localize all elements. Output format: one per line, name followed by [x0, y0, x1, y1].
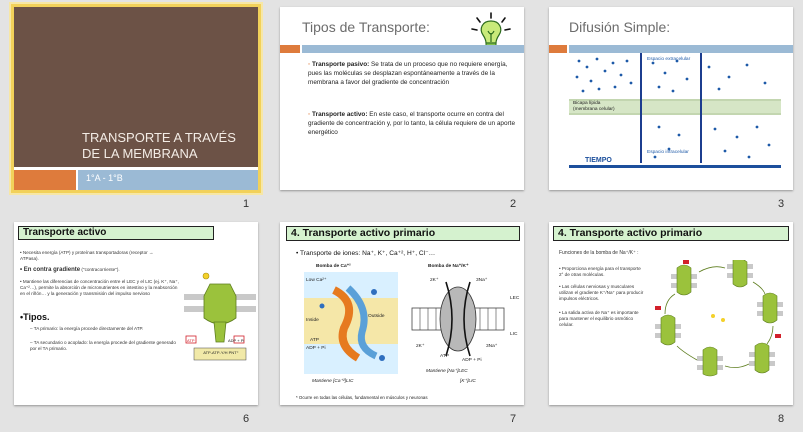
slide-thumbnail-8[interactable]	[549, 222, 793, 405]
label-atp-nak: ATP	[440, 354, 449, 359]
accent-bar-blue	[302, 45, 524, 53]
function-2: • Las células nerviosas y musculares utilizan el gradiente K⁺/Na⁺ para producir impulsos eléctricos.	[559, 284, 644, 302]
label-inside: Inside	[306, 318, 319, 323]
slide-thumbnail-2[interactable]	[280, 7, 524, 190]
label-intracellular: Espacio intracelular	[647, 150, 689, 155]
label-low-ca: Low Ca²⁺	[306, 278, 327, 283]
slide-number: 3	[778, 198, 785, 210]
slide-title: TRANSPORTE A TRAVÉS DE LA MEMBRANA	[82, 130, 236, 161]
type-secondary: – TA secundario o acoplado: la energía procede del gradiente generado por el TA primario.	[30, 340, 176, 352]
slide-number: 8	[778, 413, 785, 425]
paragraph-passive	[308, 60, 518, 87]
pump-diagram	[184, 266, 256, 362]
label-bilayer: Bicapa lípida (membrana celular)	[573, 101, 615, 112]
pump-cycle-diagram	[653, 260, 789, 378]
slide-thumbnail-6[interactable]	[14, 222, 258, 405]
nak-pump-diagram	[408, 274, 508, 370]
slide-thumbnail-1[interactable]	[14, 7, 258, 190]
label-adp: ADP + Pi	[306, 346, 326, 351]
function-1: • Proporciona energía para el transporte 2° de otras moléculas.	[559, 266, 641, 278]
functions-intro: Funciones de la bomba de Na⁺/K⁺ :	[559, 250, 639, 256]
slide-header: Transporte activo	[18, 226, 214, 240]
bullet-icon: ▫	[308, 61, 313, 68]
ca-pump-diagram	[304, 272, 398, 374]
gradient-term: • En contra gradiente	[20, 267, 81, 273]
label-keeps-na: Mantiene [Na⁺]LEC	[426, 369, 468, 374]
label-atp: ATP	[310, 338, 319, 343]
slide-number: 2	[510, 198, 517, 210]
gradient-suffix: ("contracorriente").	[81, 267, 120, 272]
slide-title: Difusión Simple:	[569, 19, 671, 35]
bullet-icon: ▫	[308, 111, 313, 118]
term-active: Transporte activo:	[312, 111, 368, 118]
ions-bullet: • Transporte de iones: Na⁺, K⁺, Ca⁺², H⁺, Cl⁻…	[296, 250, 436, 257]
label-ca-pump: Bomba de Ca⁺²	[316, 264, 351, 269]
label-lic: LIC	[510, 332, 518, 337]
slide-thumbnail-7[interactable]	[280, 222, 524, 405]
label-atp: ATP	[187, 338, 195, 343]
bullet-energy: • Necesita energía (ATP) y proteínas transportadoras (receptor → ATPasa).	[20, 250, 154, 262]
paragraph-active	[308, 110, 518, 137]
footnote: * Ocurre en todas las células, fundamental en músculos y neuronas	[296, 395, 428, 400]
label-2k-top: 2K⁺	[430, 278, 439, 283]
accent-bar-orange	[280, 45, 300, 53]
bullet-maintains: • Mantiene las diferencias de concentración entre el LEC y el LIC (ej. K⁺, Na⁺, Ca⁺²…), permite la absorción de micronutrientes en intestino y la reabsorción en el riñón… y la generación y transmisión del impulso nervioso	[20, 279, 179, 297]
label-lec: LEC	[510, 296, 520, 301]
label-2k-bottom: 2K⁺	[416, 344, 425, 349]
slide-number: 6	[243, 413, 250, 425]
text-active: En este caso, el transporte ocurre en contra del gradiente de concentración y, por lo tanto, la célula requiere de un aporte energético	[308, 111, 516, 136]
slide-header: 4. Transporte activo primario	[286, 226, 520, 241]
label-adp-nak: ADP + Pi	[462, 358, 482, 363]
types-heading: •Tipos.	[20, 312, 50, 322]
slide-header: 4. Transporte activo primario	[553, 226, 789, 241]
slide-number: 1	[243, 198, 250, 210]
label-nak-pump: Bomba de Na⁺/K⁺	[428, 264, 469, 269]
slide-title: Tipos de Transporte:	[302, 19, 430, 35]
label-outside: Outside	[368, 314, 385, 319]
label-extracellular: Espacio extracelular	[647, 57, 691, 62]
label-adp: ADP + Pi	[228, 338, 245, 343]
term-passive: Transporte pasivo:	[312, 61, 370, 68]
label-enzyme: ATP-ATP-Y/H PNT⁺	[203, 350, 239, 355]
bullet-gradient	[20, 267, 170, 273]
slide-subtitle: 1°A - 1°B	[86, 173, 123, 183]
label-keeps-ca: Mantiene [Ca⁺²]LIC	[312, 379, 354, 384]
slide-thumbnail-3[interactable]	[549, 7, 793, 190]
slide-number: 7	[510, 413, 517, 425]
label-keeps-k: [K⁺]LIC	[460, 379, 476, 384]
label-3na-top: 3Na⁺	[476, 278, 488, 283]
function-3: • La salida activa de Na⁺ es importante para mantener el equilibrio osmótico celular.	[559, 310, 639, 328]
accent-bar-orange	[14, 170, 76, 190]
type-primary: – TA primario: la energía procede directamente del ATP.	[30, 326, 144, 331]
text-passive: Se trata de un proceso que no requiere energía, pues las moléculas se desplazan espontáneamente a través de la membrana a favor del gradiente de concentración	[308, 61, 508, 86]
label-3na-bottom: 3Na⁺	[486, 344, 498, 349]
accent-bar-orange	[549, 45, 567, 53]
label-time: TIEMPO	[585, 157, 612, 164]
accent-bar-blue	[569, 45, 793, 53]
